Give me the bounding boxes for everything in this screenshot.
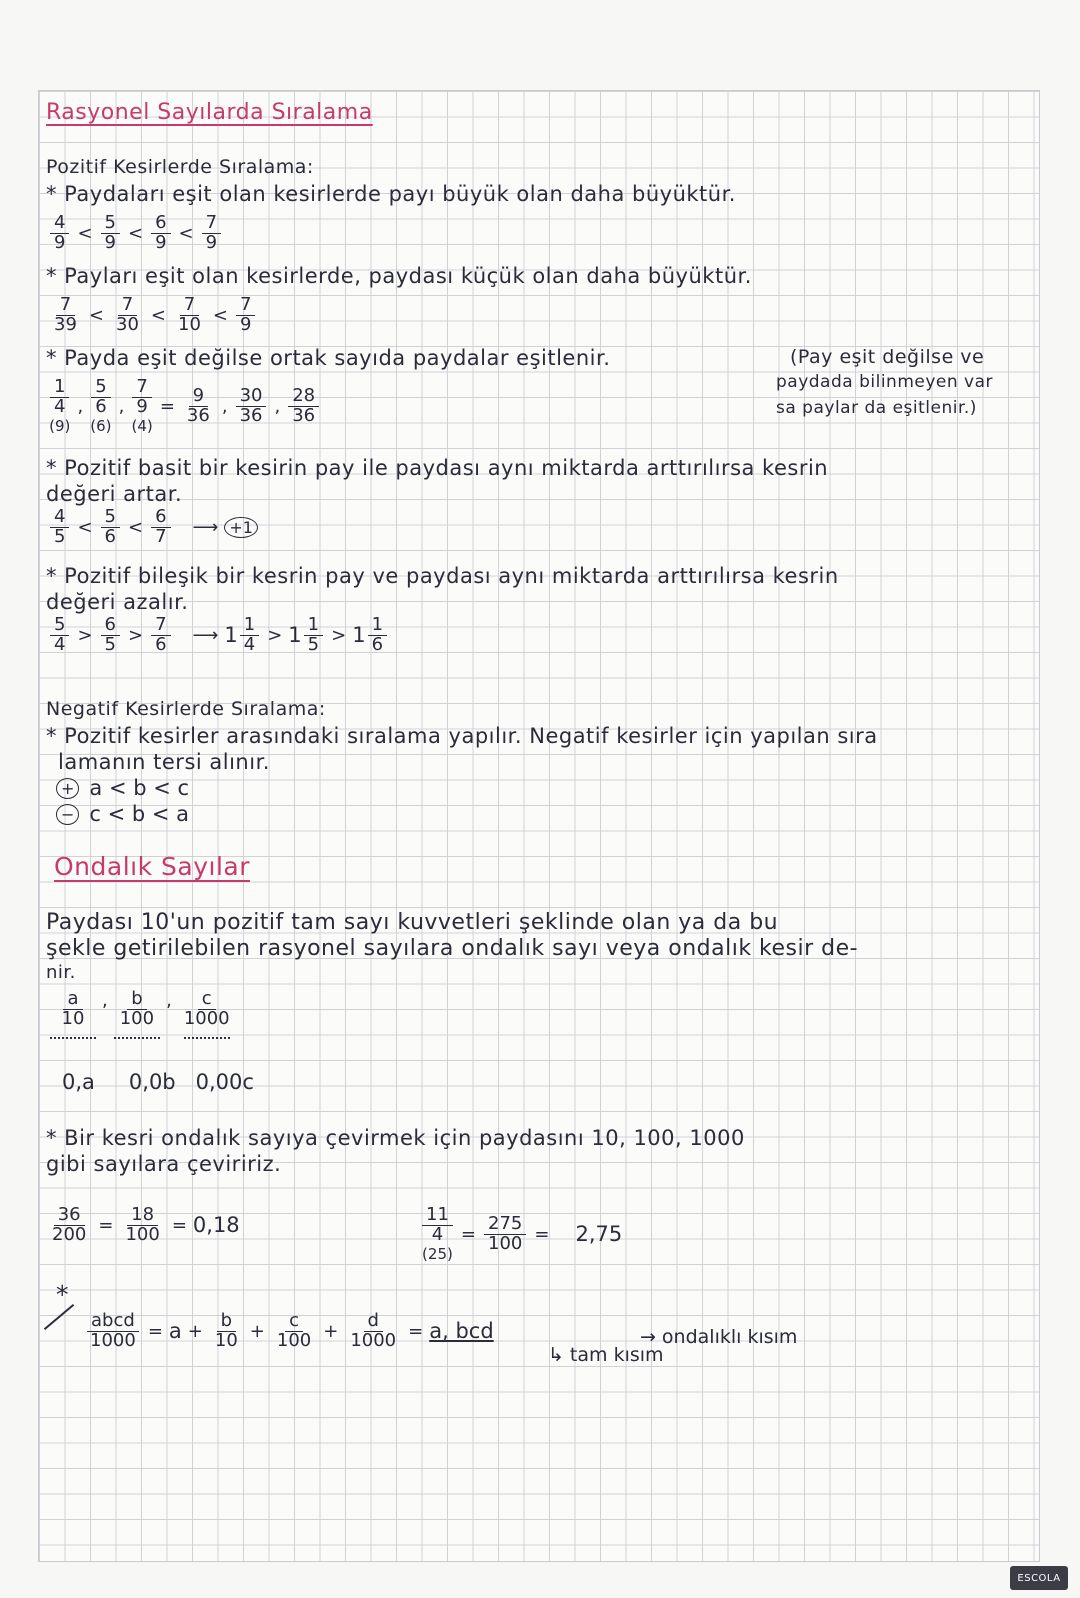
decimal-fraction-examples: $\frac{a}{10}$ , $\frac{b}{100}$ , $\frac{c}{1000}$ (50, 990, 236, 1039)
fraction: $\frac{275}{100}$ (484, 1215, 526, 1254)
fraction: $\frac{c}{100}$ (276, 1310, 312, 1351)
example-equal-denominators: $\frac{4}{9}$ < $\frac{5}{9}$ < $\frac{6}{9}$ < $\frac{7}{9}$ (48, 214, 223, 253)
example-improper-fraction: $\frac{5}{4}$ > $\frac{6}{5}$ > $\frac{7}{6}$ ⟶ 1 $\frac{1}{4}$ > 1 $\frac{1}{5}$ > 1 $\frac{1}{6}$ (48, 616, 389, 655)
fraction: $\frac{18}{100}$ (125, 1204, 160, 1245)
conversion-example-a: $\frac{36}{200}$ = $\frac{18}{100}$ = 0,18 (46, 1206, 240, 1245)
fraction: $\frac{d}{1000}$ (350, 1310, 397, 1351)
rule-note-line1: (Pay eşit değilse ve (790, 346, 985, 368)
fraction: $\frac{7}{9}$ (202, 214, 221, 253)
negative-rule-line1: * Pozitif kesirler arasındaki sıralama yapılır. Negatif kesirler için yapılan sıra (46, 724, 878, 748)
negative-rule-line2: lamanın tersi alınır. (58, 750, 270, 774)
fraction: $\frac{7}{10}$ (178, 294, 201, 335)
wave-underline (114, 1031, 160, 1039)
fraction: $\frac{1}{4}$ (50, 378, 69, 417)
rule-unequal-denominators: * Payda eşit değilse ortak sayıda paydalar eşitlenir. (46, 346, 611, 370)
fraction: $\frac{5}{6}$ (101, 508, 120, 547)
fraction: $\frac{4}{5}$ (50, 508, 69, 547)
wave-underline (50, 1031, 96, 1039)
fraction: $\frac{28}{36}$ (288, 387, 319, 426)
fraction: $\frac{7}{6}$ (151, 616, 170, 655)
arrow-icon: ⟶ (192, 624, 219, 646)
fraction: $\frac{b}{10}$ (214, 1310, 238, 1351)
conversion-example-b: $\frac{11}{4}$ (25) = $\frac{275}{100}$ = 2,75 (422, 1204, 623, 1263)
integer-part-label: ↳ tam kısım (548, 1344, 664, 1366)
arrow-icon: ↳ (548, 1344, 564, 1366)
decimal-part-label: → ondalıklı kısım (640, 1326, 798, 1348)
fraction: $\frac{6}{7}$ (151, 508, 170, 547)
page-title: Rasyonel Sayılarda Sıralama (46, 100, 373, 125)
arrow-icon: ⟶ (192, 516, 219, 538)
arrow-icon: → (640, 1326, 656, 1348)
decimal-heading: Ondalık Sayılar (54, 852, 251, 881)
fraction: $\frac{1}{4}$ (240, 616, 259, 655)
fraction: $\frac{6}{5}$ (101, 616, 120, 655)
fraction: $\frac{7}{30}$ (116, 294, 139, 335)
fraction: $\frac{7}{9}$ (132, 378, 151, 417)
rule-simple-fraction-line1: * Pozitif basit bir kesirin pay ile paydası aynı miktarda arttırılırsa kesrin (46, 456, 829, 480)
positive-order-example: + a < b < c (56, 776, 189, 800)
fraction: $\frac{7}{9}$ (236, 296, 255, 335)
conversion-rule-line2: gibi sayılara çeviririz. (46, 1152, 282, 1176)
rule-note-line2: paydada bilinmeyen var (776, 372, 994, 392)
fraction: $\frac{7}{39}$ (54, 294, 77, 335)
fraction: $\frac{9}{36}$ (186, 385, 210, 426)
rule-equal-numerators: * Payları eşit olan kesirlerde, paydası küçük olan daha büyüktür. (46, 264, 752, 288)
rule-equal-denominators: * Paydaları eşit olan kesirlerde payı büyük olan daha büyüktür. (46, 182, 736, 206)
star-marker: * (56, 1280, 69, 1309)
positive-heading: Pozitif Kesirlerde Sıralama: (46, 156, 314, 178)
fraction: $\frac{6}{9}$ (151, 214, 170, 253)
fraction: $\frac{5}{9}$ (101, 214, 120, 253)
fraction: $\frac{b}{100}$ (119, 988, 155, 1029)
rule-improper-fraction-line2: değeri azalır. (46, 590, 189, 614)
decimal-definition-line2: şekle getirilebilen rasyonel sayılara ondalık sayı veya ondalık kesir de- (46, 936, 859, 961)
rule-note-line3: sa paylar da eşitlenir.) (776, 398, 977, 418)
negative-heading: Negatif Kesirlerde Sıralama: (46, 698, 326, 720)
minus-icon: − (56, 804, 79, 825)
rule-simple-fraction-line2: değeri artar. (46, 482, 183, 506)
decimal-values: 0,a 0,0b 0,00c (62, 1070, 254, 1094)
fraction: $\frac{a}{10}$ (61, 988, 85, 1029)
fraction: $\frac{4}{9}$ (50, 214, 69, 253)
plus-icon: + (56, 778, 79, 799)
fraction: $\frac{1}{6}$ (368, 616, 387, 655)
decimal-definition-line1: Paydası 10'un pozitif tam sayı kuvvetleri şeklinde olan ya da bu (46, 910, 779, 935)
fraction: $\frac{c}{1000}$ (183, 988, 230, 1029)
example-simple-fraction: $\frac{4}{5}$ < $\frac{5}{6}$ < $\frac{6}{7}$ ⟶ +1 (48, 508, 258, 547)
example-common-denominator: $\frac{1}{4}$ (9) , $\frac{5}{6}$ (6) , $\frac{7}{9}$ (4) = $\frac{9}{36}$ , $\frac{30}{36}$ , $\frac{28}{36}$ (48, 378, 321, 435)
increment-badge: +1 (224, 517, 258, 538)
fraction: $\frac{5}{4}$ (50, 616, 69, 655)
decimal-definition-line3: nir. (46, 962, 76, 983)
rule-improper-fraction-line1: * Pozitif bileşik bir kesrin pay ve paydası aynı miktarda arttırılırsa kesrin (46, 564, 839, 588)
place-value-expansion: $\frac{\text{abcd}}{1000}$ = a + $\frac{b}{10}$ + $\frac{c}{100}$ + $\frac{d}{1000}$ = a, bcd (84, 1312, 494, 1351)
fraction: $\frac{1}{5}$ (304, 616, 323, 655)
example-equal-numerators: $\frac{7}{39}$ < $\frac{7}{30}$ < $\frac{7}{10}$ < $\frac{7}{9}$ (48, 296, 257, 335)
wave-underline (184, 1031, 230, 1039)
fraction: $\frac{\text{abcd}}{1000}$ (86, 1312, 140, 1351)
fraction: $\frac{5}{6}$ (91, 378, 110, 417)
negative-order-example: − c < b < a (56, 802, 189, 826)
fraction: $\frac{11}{4}$ (422, 1206, 453, 1245)
brand-logo: ESCOLA (1010, 1566, 1068, 1590)
conversion-rule-line1: * Bir kesri ondalık sayıya çevirmek için paydasını 10, 100, 1000 (46, 1126, 745, 1150)
fraction: $\frac{30}{36}$ (236, 387, 267, 426)
fraction: $\frac{36}{200}$ (52, 1204, 87, 1245)
